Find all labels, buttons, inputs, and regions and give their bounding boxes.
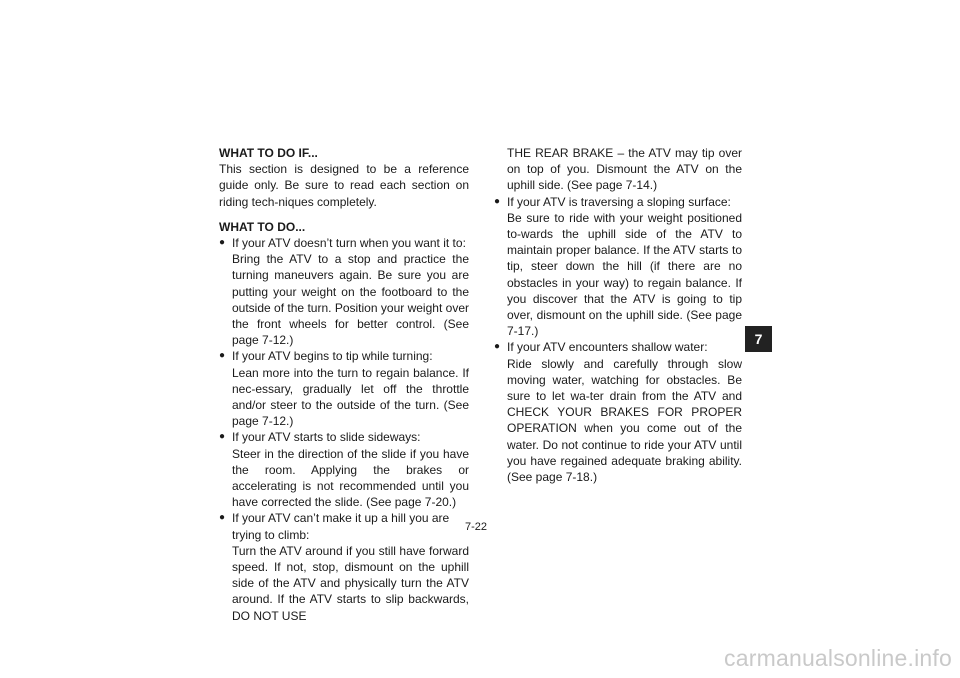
list-item	[494, 194, 742, 340]
item-title: If your ATV is traversing a sloping surface:	[507, 194, 731, 209]
list-item	[219, 235, 469, 348]
list-item	[219, 510, 469, 623]
list-item	[219, 429, 469, 510]
spacer	[219, 210, 469, 219]
item-body: Turn the ATV around if you still have forward speed. If not, stop, dismount on the uphill side of the ATV and physically turn the ATV around. If the ATV starts to slip backwards, DO NOT USE	[232, 543, 469, 623]
continuation-paragraph: THE REAR BRAKE – the ATV may tip over on top of you. Dismount the ATV on the uphill side. (See page 7-14.)	[507, 146, 742, 193]
item-title: If your ATV doesn’t turn when you want it to:	[232, 236, 466, 251]
item-body: Be sure to ride with your weight positioned to-wards the uphill side of the ATV to maintain proper balance. If the ATV starts to tip, steer down the hill (if there are no obstacles in your way) to regain balance. If you discover that the ATV is going to tip over, dismount on the uphill side. (See page 7-17.)	[507, 210, 742, 339]
chapter-tab: 7	[745, 326, 772, 352]
bullet-icon: ●	[494, 195, 501, 207]
section-heading-what-to-do-if: WHAT TO DO IF...	[219, 146, 318, 160]
item-title: If your ATV can’t make it up a hill you are trying to climb:	[232, 511, 450, 542]
bullet-icon: ●	[219, 237, 226, 249]
intro-paragraph: This section is designed to be a reference guide only. Be sure to read each section on riding tech-niques completely.	[219, 162, 469, 209]
item-title: If your ATV starts to slide sideways:	[232, 430, 421, 445]
left-column	[219, 145, 469, 624]
item-body: Lean more into the turn to regain balance. If nec-essary, gradually let off the throttle and/or steer to the outside of the turn. (See page 7-12.)	[232, 365, 469, 429]
bullet-icon: ●	[494, 341, 501, 353]
bullet-icon: ●	[219, 350, 226, 362]
item-title: If your ATV encounters shallow water:	[507, 340, 708, 355]
item-title: If your ATV begins to tip while turning:	[232, 349, 433, 364]
right-column	[494, 145, 742, 485]
bullet-icon: ●	[219, 431, 226, 443]
item-body: Steer in the direction of the slide if you have the room. Applying the brakes or accelerating is not recommended until you have corrected the slide. (See page 7-20.)	[232, 446, 469, 510]
watermark: carmanualsonline.info	[724, 645, 952, 671]
page-number: 7-22	[465, 521, 488, 533]
list-item	[494, 339, 742, 485]
item-body: Ride slowly and carefully through slow moving water, watching for obstacles. Be sure to let wa-ter drain from the ATV and CHECK YOUR BRAKES FOR PROPER OPERATION when you come out of the water. Do not continue to ride your ATV until you have regained adequate braking ability. (See page 7-18.)	[507, 356, 742, 485]
list-item	[219, 348, 469, 429]
item-body: Bring the ATV to a stop and practice the turning maneuvers again. Be sure you are putting your weight on the footboard to the outside of the turn. Position your weight over the front wheels for better control. (See page 7-12.)	[232, 252, 469, 348]
bullet-icon: ●	[219, 512, 226, 524]
section-heading-what-to-do: WHAT TO DO...	[219, 219, 306, 234]
